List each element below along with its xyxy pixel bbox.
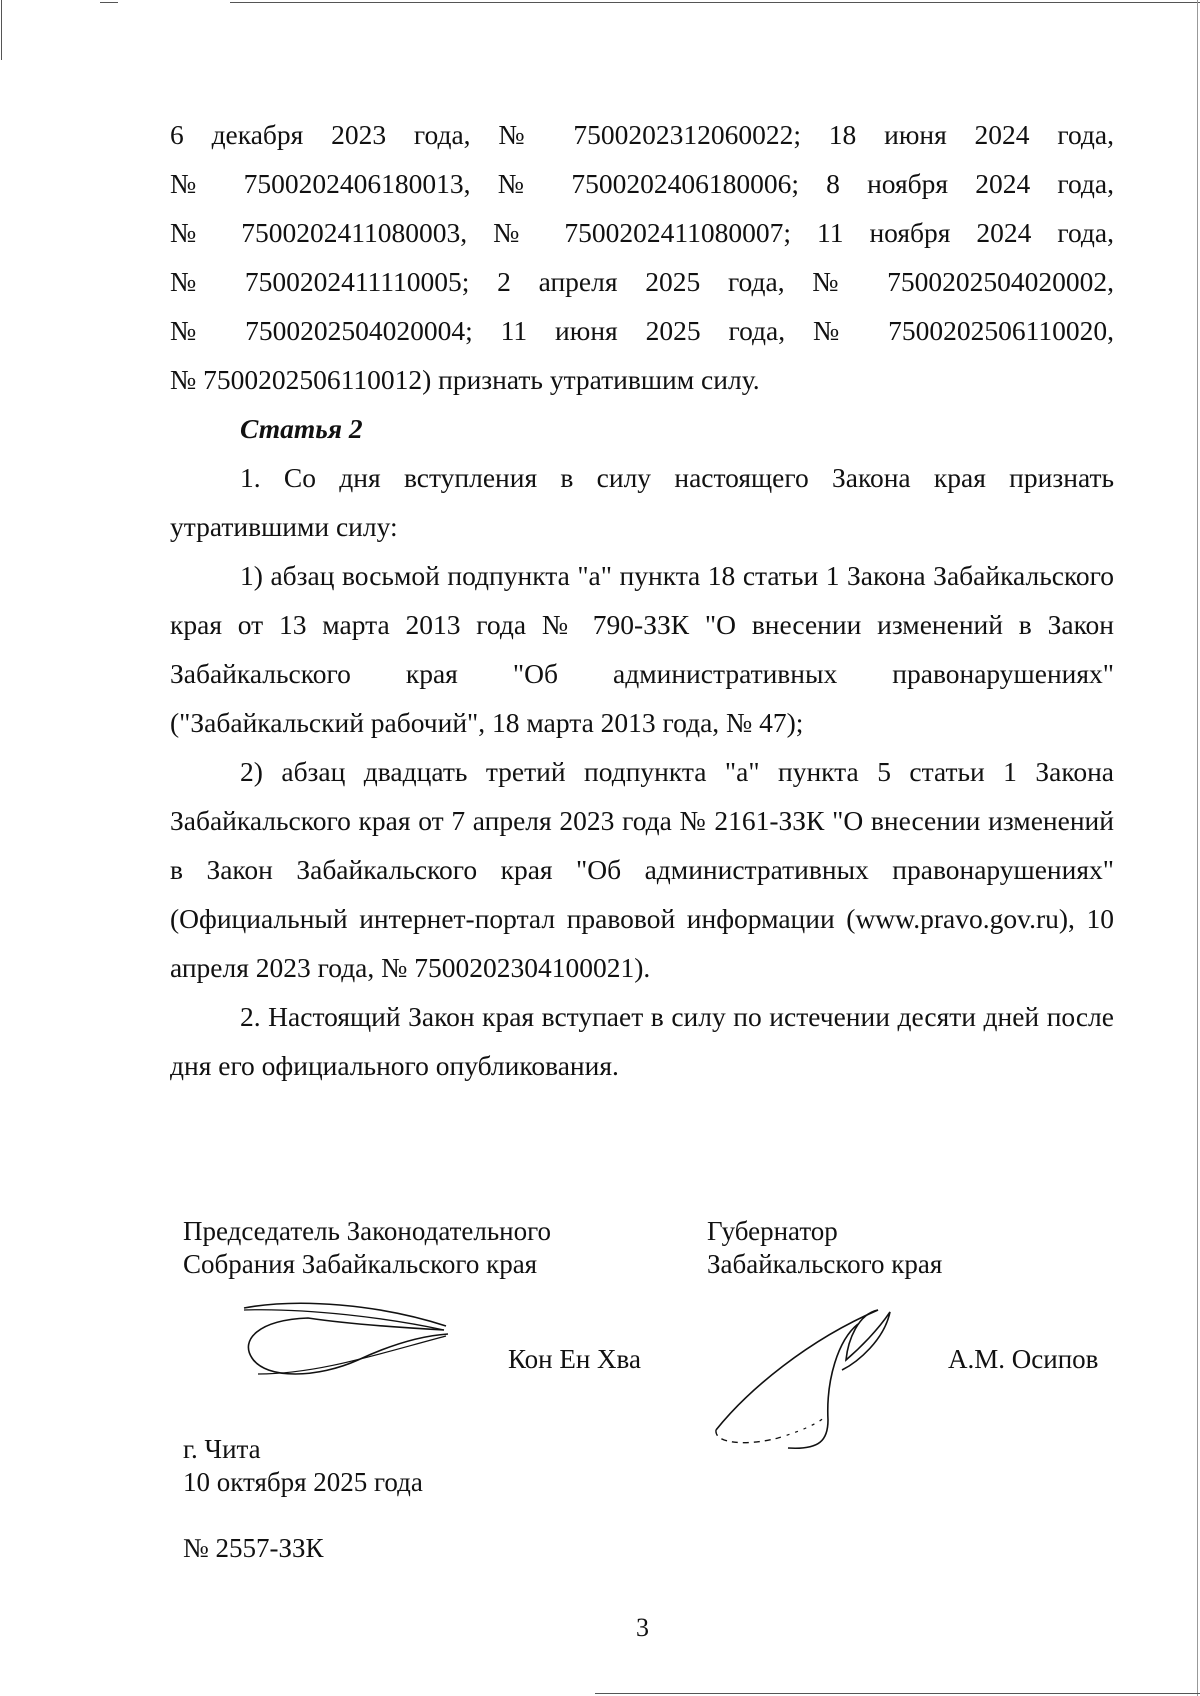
left-title-line2: Собрания Забайкальского края bbox=[183, 1249, 538, 1279]
right-title-line1: Губернатор bbox=[707, 1216, 838, 1246]
left-title-line1: Председатель Законодательного bbox=[183, 1216, 552, 1246]
right-signatory-title bbox=[707, 1215, 942, 1281]
scan-border-top bbox=[230, 2, 1200, 3]
law-number: № 2557-ЗЗК bbox=[183, 1533, 324, 1563]
continuation-line: № 7500202411080003, № 7500202411080007; 11 ноября 2024 года, bbox=[170, 217, 1114, 248]
continuation-line: № 7500202411110005; 2 апреля 2025 года, № 7500202504020002, bbox=[170, 266, 1114, 297]
right-signature bbox=[708, 1300, 928, 1460]
paragraph-2: 2. Настоящий Закон края вступает в силу по истечении десяти дней после дня его официального опубликования. bbox=[170, 1001, 1114, 1081]
paragraph-1: 1. Со дня вступления в силу настоящего Закона края признать утратившими силу: bbox=[170, 462, 1114, 542]
left-signatory-name: Кон Ен Хва bbox=[508, 1344, 641, 1374]
continuation-line: 6 декабря 2023 года, № 7500202312060022; 18 июня 2024 года, bbox=[170, 119, 1114, 150]
city: г. Чита bbox=[183, 1434, 261, 1464]
place-and-date bbox=[183, 1433, 423, 1499]
paragraph-item-1: 1) абзац восьмой подпункта "а" пункта 18 статьи 1 Закона Забайкальского края от 13 марта 2013 года № 790-ЗЗК "О внесении изменений в Закон Забайкальского края "Об административных правонарушениях" ("Забайкальский рабочий", 18 марта 2013 года, № 47); bbox=[170, 560, 1114, 738]
scan-border-right bbox=[1197, 0, 1198, 1696]
continuation-line: № 7500202506110012) признать утратившим силу. bbox=[170, 364, 760, 395]
right-signatory-name: А.М. Осипов bbox=[948, 1344, 1099, 1374]
continuation-line: № 7500202504020004; 11 июня 2025 года, № 7500202506110020, bbox=[170, 315, 1114, 346]
document-body bbox=[170, 110, 1114, 1090]
right-title-line2: Забайкальского края bbox=[707, 1249, 943, 1279]
left-signature bbox=[238, 1290, 458, 1390]
scan-border-top-left bbox=[100, 2, 118, 3]
scan-border-bottom bbox=[595, 1693, 1200, 1694]
continuation-line: № 7500202406180013, № 7500202406180006; 8 ноября 2024 года, bbox=[170, 168, 1114, 199]
paragraph-item-2: 2) абзац двадцать третий подпункта "а" пункта 5 статьи 1 Закона Забайкальского края от 7 апреля 2023 года № 2161-ЗЗК "О внесении изменений в Закон Забайкальского края "Об административных правонарушениях" (Официальный интернет-портал правовой информации (www.pravo.gov.ru), 10 апреля 2023 года, № 7500202304100021). bbox=[170, 756, 1114, 983]
continuation-block bbox=[170, 110, 1114, 404]
page-number: 3 bbox=[636, 1613, 649, 1642]
article-title: Статья 2 bbox=[240, 413, 363, 444]
signing-date: 10 октября 2025 года bbox=[183, 1467, 423, 1497]
scan-border-left bbox=[1, 0, 2, 60]
left-signatory-title bbox=[183, 1215, 551, 1281]
